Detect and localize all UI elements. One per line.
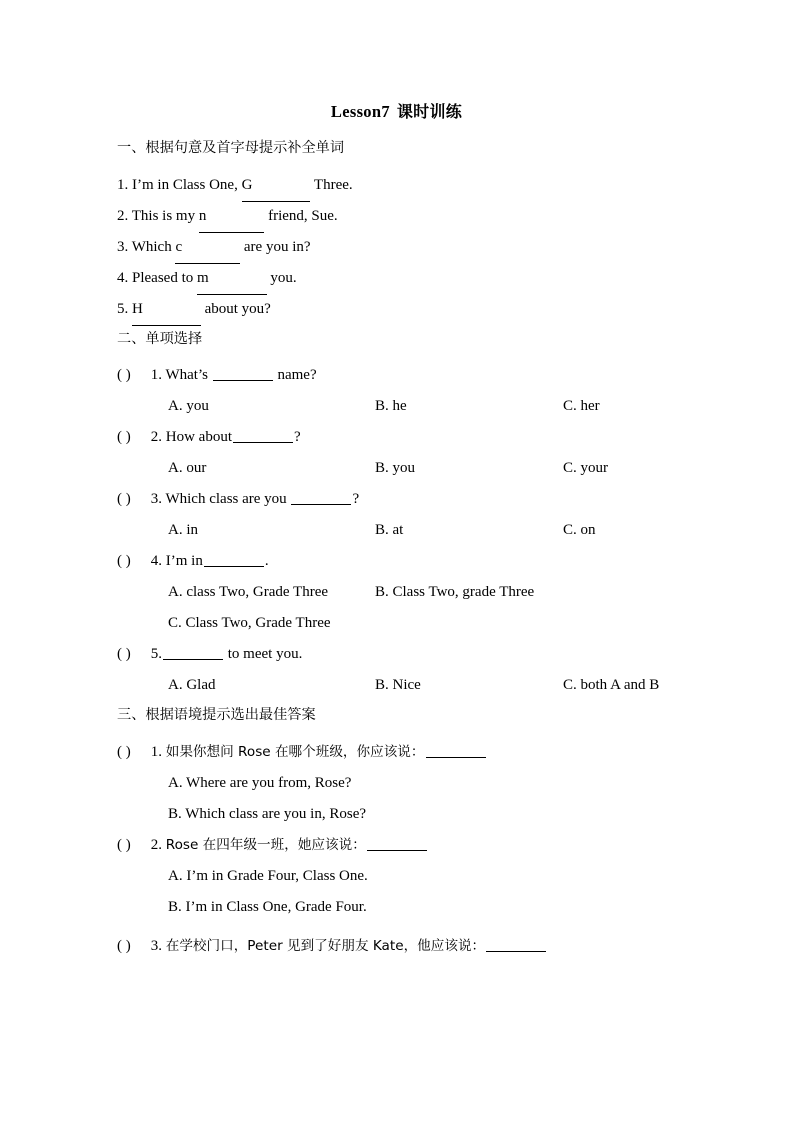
option-a[interactable]: A. you	[168, 398, 209, 415]
question-text-after: you.	[270, 269, 297, 286]
option-a[interactable]: A. Where are you from, Rose?	[168, 775, 352, 792]
situational-question-1	[62, 737, 731, 768]
answer-brackets[interactable]: ( )	[117, 938, 131, 955]
question-stem-before: How about	[165, 429, 232, 446]
option-c[interactable]: C. on	[563, 522, 596, 539]
question-number: 1.	[117, 176, 129, 193]
question-number: 1.	[150, 744, 162, 761]
option-row-q4-line2	[62, 608, 731, 639]
answer-blank[interactable]	[163, 645, 223, 660]
fill-blank-question-2	[62, 201, 731, 232]
option-c[interactable]: C. your	[563, 460, 608, 477]
section-heading-3: 三、根据语境提示选出最佳答案	[117, 707, 316, 724]
answer-blank[interactable]	[197, 263, 267, 295]
option-a[interactable]: A. Glad	[168, 677, 216, 694]
hint-letter: c	[175, 238, 183, 255]
page-title	[62, 0, 731, 122]
option-b[interactable]: B. Which class are you in, Rose?	[168, 806, 367, 823]
question-stem-before: I’m in	[165, 553, 203, 570]
answer-blank[interactable]	[291, 490, 351, 505]
option-row-s3q2-a	[62, 861, 731, 892]
option-row-s3q1-b	[62, 799, 731, 830]
answer-brackets[interactable]: ( )	[117, 646, 131, 663]
option-b[interactable]: B. Class Two, grade Three	[375, 584, 535, 601]
question-number: 3.	[150, 938, 162, 955]
question-number: 4.	[150, 553, 162, 570]
question-number: 4.	[117, 269, 129, 286]
option-row-s3q1-a	[62, 768, 731, 799]
answer-blank[interactable]	[486, 937, 546, 952]
question-stem-after: .	[264, 553, 269, 570]
answer-blank[interactable]	[233, 428, 293, 443]
choice-question-5	[62, 639, 731, 670]
option-a[interactable]: A. I’m in Grade Four, Class One.	[168, 868, 368, 885]
answer-blank[interactable]	[199, 201, 265, 233]
question-number: 2.	[150, 837, 162, 854]
section-heading-1: 一、根据句意及首字母提示补全单词	[117, 139, 345, 156]
question-stem: 在学校门口，Peter 见到了好朋友 Kate，他应该说：	[165, 938, 486, 955]
question-text-after: are you in?	[243, 238, 311, 255]
option-a[interactable]: A. class Two, Grade Three	[168, 584, 329, 601]
question-number: 3.	[117, 238, 129, 255]
hint-letter: H	[132, 300, 143, 317]
option-row-q3	[62, 515, 731, 546]
answer-blank[interactable]	[132, 294, 201, 326]
question-text-before: I’m in Class One,	[132, 176, 238, 193]
hint-letter: m	[197, 269, 209, 286]
answer-blank[interactable]	[213, 366, 273, 381]
hint-letter: n	[198, 207, 207, 224]
option-row-q5	[62, 670, 731, 701]
page-title-en: Lesson7	[330, 102, 390, 121]
choice-question-1	[62, 360, 731, 391]
option-row-q4-line1	[62, 577, 731, 608]
option-c[interactable]: C. Class Two, Grade Three	[168, 615, 331, 632]
fill-blank-question-3	[62, 232, 731, 263]
answer-brackets[interactable]: ( )	[117, 837, 131, 854]
question-stem-after: to meet you.	[227, 646, 303, 663]
option-c[interactable]: C. both A and B	[563, 677, 660, 694]
answer-blank[interactable]	[242, 170, 311, 202]
question-stem-after: ?	[294, 429, 301, 446]
question-stem-after: name?	[277, 367, 317, 384]
option-b[interactable]: B. at	[375, 522, 404, 539]
option-c[interactable]: C. her	[563, 398, 600, 415]
question-stem: 如果你想问 Rose 在哪个班级，你应该说：	[165, 744, 425, 761]
option-row-q2	[62, 453, 731, 484]
question-stem-after: ?	[352, 491, 360, 508]
situational-question-3	[62, 931, 731, 962]
answer-brackets[interactable]: ( )	[117, 744, 131, 761]
option-a[interactable]: A. our	[168, 460, 207, 477]
question-text-before: This is my	[131, 207, 196, 224]
fill-blank-question-1	[62, 170, 731, 201]
question-stem: Rose 在四年级一班，她应该说：	[165, 837, 366, 854]
situational-question-2	[62, 830, 731, 861]
option-b[interactable]: B. you	[375, 460, 416, 477]
option-b[interactable]: B. he	[375, 398, 407, 415]
question-stem-before: What’s	[165, 367, 208, 384]
question-text-after: about you?	[204, 300, 271, 317]
answer-blank[interactable]	[175, 232, 240, 264]
answer-brackets[interactable]: ( )	[117, 491, 131, 508]
fill-blank-question-5	[62, 294, 731, 325]
question-number: 2.	[150, 429, 162, 446]
answer-brackets[interactable]: ( )	[117, 553, 131, 570]
fill-blank-question-4	[62, 263, 731, 294]
option-row-s3q2-b	[62, 892, 731, 923]
answer-blank[interactable]	[426, 743, 486, 758]
question-text-after: friend, Sue.	[268, 207, 338, 224]
choice-question-2	[62, 422, 731, 453]
question-text-after: Three.	[313, 176, 353, 193]
answer-brackets[interactable]: ( )	[117, 367, 131, 384]
option-b[interactable]: B. I’m in Class One, Grade Four.	[168, 899, 367, 916]
section-heading-2: 二、单项选择	[117, 330, 203, 347]
page-title-cn: 课时训练	[396, 102, 463, 121]
option-a[interactable]: A. in	[168, 522, 198, 539]
question-text-before: Which	[131, 238, 172, 255]
question-text-before: Pleased to	[132, 269, 194, 286]
question-number: 5.	[150, 646, 162, 663]
answer-brackets[interactable]: ( )	[117, 429, 131, 446]
option-row-q1	[62, 391, 731, 422]
question-stem-before: Which class are you	[165, 491, 287, 508]
answer-blank[interactable]	[204, 552, 264, 567]
choice-question-3	[62, 484, 731, 515]
question-number: 2.	[117, 207, 129, 224]
question-number: 1.	[150, 367, 162, 384]
option-b[interactable]: B. Nice	[375, 677, 421, 694]
answer-blank[interactable]	[367, 836, 427, 851]
hint-letter: G	[241, 176, 253, 193]
question-number: 3.	[150, 491, 162, 508]
question-number: 5.	[117, 300, 129, 317]
choice-question-4	[62, 546, 731, 577]
